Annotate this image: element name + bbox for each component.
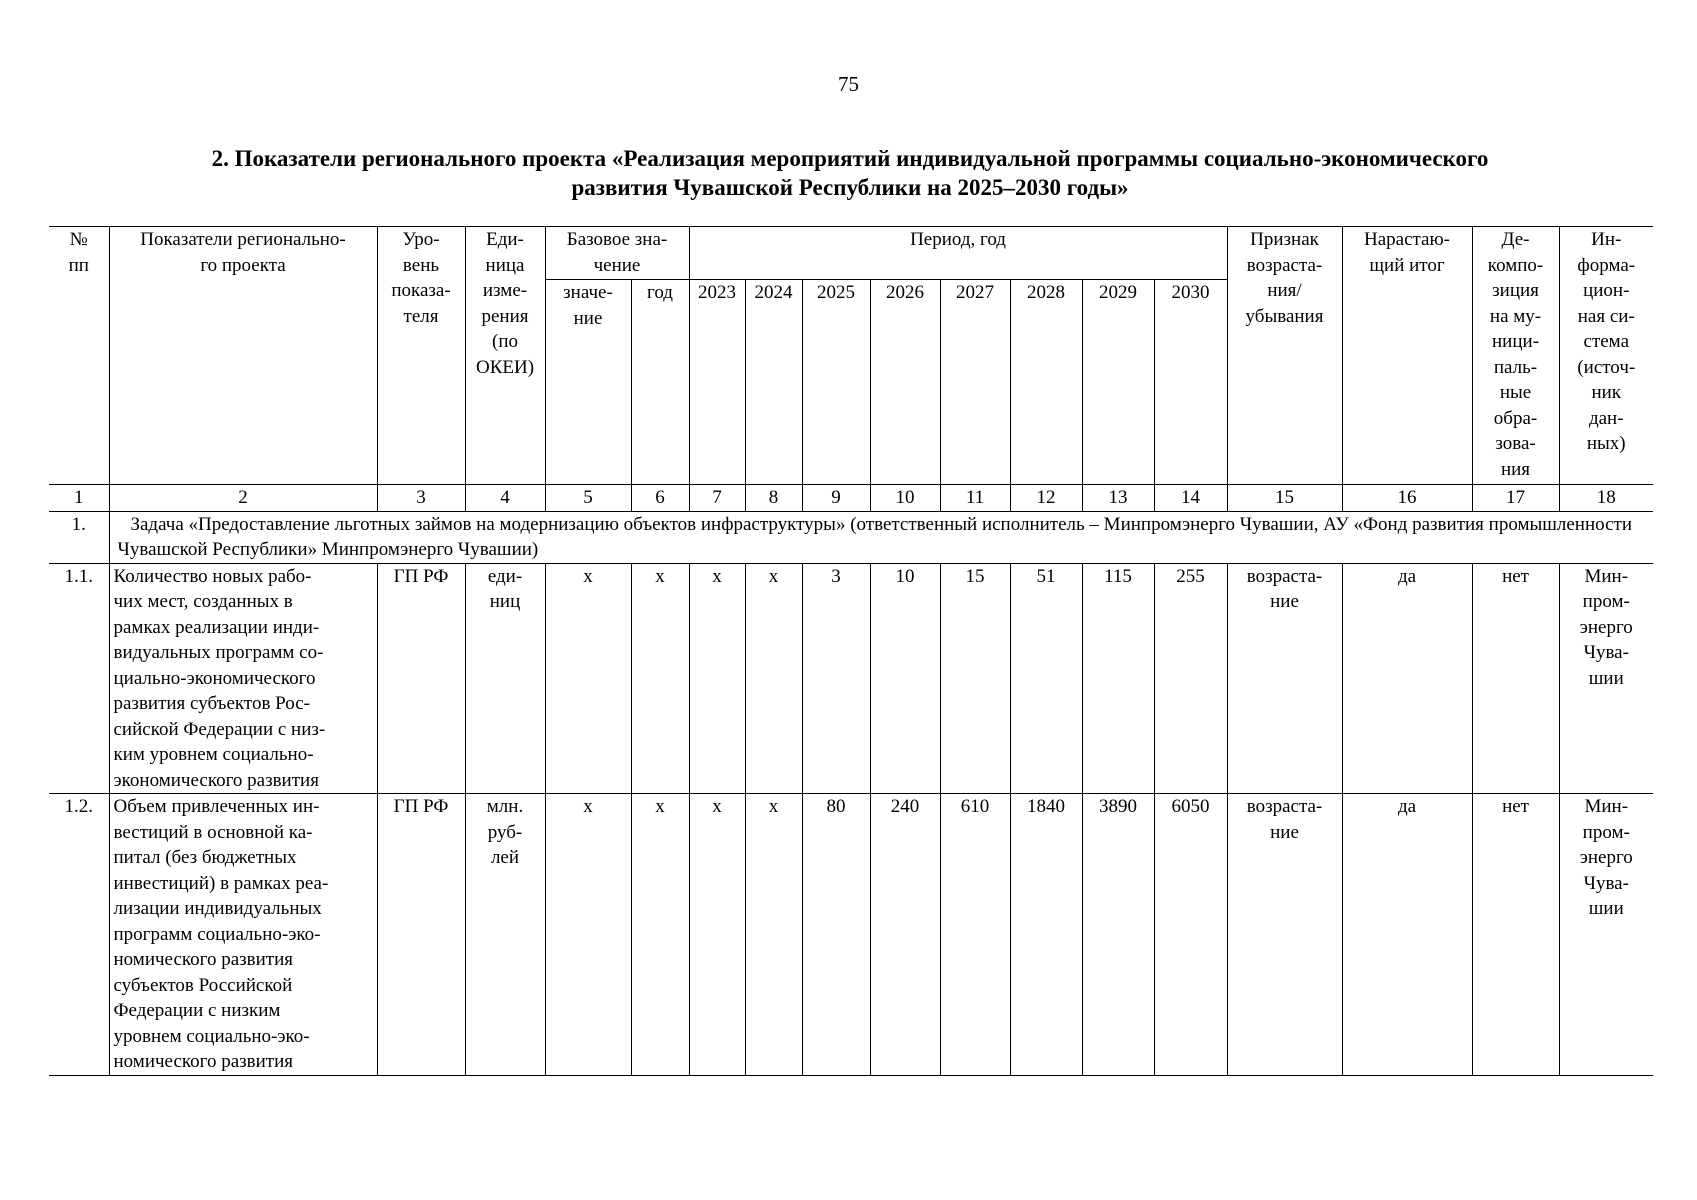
column-number: 3 — [377, 485, 465, 512]
column-number: 8 — [745, 485, 802, 512]
row-level: ГП РФ — [377, 794, 465, 1076]
header-year-2029: 2029 — [1082, 280, 1154, 485]
row-value-2023: x — [689, 563, 745, 794]
row-value-2028: 51 — [1010, 563, 1082, 794]
row-base-year: x — [631, 563, 689, 794]
row-unit: млн. руб- лей — [465, 794, 545, 1076]
task-row — [49, 511, 1653, 563]
column-number: 6 — [631, 485, 689, 512]
header-info-system: Ин- форма- цион- ная си- стема (источ- ник дан- ных) — [1559, 227, 1653, 485]
row-value-2029: 3890 — [1082, 794, 1154, 1076]
indicators-table — [49, 226, 1653, 1076]
row-value-2030: 255 — [1154, 563, 1227, 794]
row-decomposition: нет — [1472, 563, 1559, 794]
task-num: 1. — [49, 511, 109, 563]
document-title — [90, 144, 1610, 202]
row-value-2026: 10 — [870, 563, 940, 794]
table-row — [49, 794, 1653, 1076]
header-base-value: значе- ние — [545, 280, 631, 485]
row-cumulative: да — [1342, 794, 1472, 1076]
header-cumulative: Нарастаю- щий итог — [1342, 227, 1472, 485]
row-level: ГП РФ — [377, 563, 465, 794]
column-number: 12 — [1010, 485, 1082, 512]
row-info-system: Мин- пром- энерго Чува- шии — [1559, 563, 1653, 794]
column-number: 17 — [1472, 485, 1559, 512]
header-year-2028: 2028 — [1010, 280, 1082, 485]
column-number: 4 — [465, 485, 545, 512]
row-value-2024: x — [745, 563, 802, 794]
header-year-2025: 2025 — [802, 280, 870, 485]
column-number-row — [49, 485, 1653, 512]
header-year-2026: 2026 — [870, 280, 940, 485]
row-num: 1.1. — [49, 563, 109, 794]
row-unit: еди- ниц — [465, 563, 545, 794]
header-year-2027: 2027 — [940, 280, 1010, 485]
title-line-1: 2. Показатели регионального проекта «Реализация мероприятий индивидуальной программы социально-экономического — [211, 146, 1489, 171]
row-value-2027: 15 — [940, 563, 1010, 794]
row-value-2023: x — [689, 794, 745, 1076]
row-value-2030: 6050 — [1154, 794, 1227, 1076]
row-value-2028: 1840 — [1010, 794, 1082, 1076]
table-row — [49, 563, 1653, 794]
column-number: 10 — [870, 485, 940, 512]
row-base-year: x — [631, 794, 689, 1076]
page-number: 75 — [838, 72, 859, 96]
row-info-system: Мин- пром- энерго Чува- шии — [1559, 794, 1653, 1076]
row-value-2027: 610 — [940, 794, 1010, 1076]
row-indicator: Количество новых рабо- чих мест, созданных в рамках реализации инди- видуальных программ со- циально-экономического развития субъектов Рос- сийской Федерации с низ- ким уровнем социально- экономического развития — [109, 563, 377, 794]
header-base: Базовое зна- чение — [545, 227, 689, 280]
column-number: 9 — [802, 485, 870, 512]
row-value-2029: 115 — [1082, 563, 1154, 794]
row-cumulative: да — [1342, 563, 1472, 794]
header-year-2024: 2024 — [745, 280, 802, 485]
header-year-2030: 2030 — [1154, 280, 1227, 485]
header-num: № пп — [49, 227, 109, 485]
row-decomposition: нет — [1472, 794, 1559, 1076]
header-trend: Признак возраста- ния/ убывания — [1227, 227, 1342, 485]
column-number: 16 — [1342, 485, 1472, 512]
header-period: Период, год — [689, 227, 1227, 280]
column-number: 11 — [940, 485, 1010, 512]
header-decomposition: Де- компо- зиция на му- ници- паль- ные обра- зова- ния — [1472, 227, 1559, 485]
row-trend: возраста- ние — [1227, 563, 1342, 794]
row-value-2025: 3 — [802, 563, 870, 794]
row-value-2026: 240 — [870, 794, 940, 1076]
header-row-1 — [49, 227, 1653, 280]
title-line-2: развития Чувашской Республики на 2025–2030 годы» — [571, 175, 1129, 200]
row-base-value: x — [545, 794, 631, 1076]
column-number: 1 — [49, 485, 109, 512]
header-unit: Еди- ница изме- рения (по ОКЕИ) — [465, 227, 545, 485]
row-indicator: Объем привлеченных ин- вестиций в основной ка- питал (без бюджетных инвестиций) в рамках реа- лизации индивидуальных программ социально-эко- номического развития субъектов Российской Федерации с низким уровнем социально-эко- номического развития — [109, 794, 377, 1076]
column-number: 13 — [1082, 485, 1154, 512]
column-number: 7 — [689, 485, 745, 512]
column-number: 5 — [545, 485, 631, 512]
row-base-value: x — [545, 563, 631, 794]
header-indicator: Показатели регионально- го проекта — [109, 227, 377, 485]
column-number: 15 — [1227, 485, 1342, 512]
row-value-2024: x — [745, 794, 802, 1076]
task-text: Задача «Предоставление льготных займов на модернизацию объектов инфраструктуры» (ответственный исполнитель – Минпромэнерго Чувашии, АУ «Фонд развития промышленности Чувашской Республики» Минпромэнерго Чувашии) — [109, 511, 1653, 563]
column-number: 14 — [1154, 485, 1227, 512]
row-trend: возраста- ние — [1227, 794, 1342, 1076]
header-base-year: год — [631, 280, 689, 485]
column-number: 18 — [1559, 485, 1653, 512]
header-level: Уро- вень показа- теля — [377, 227, 465, 485]
header-year-2023: 2023 — [689, 280, 745, 485]
column-number: 2 — [109, 485, 377, 512]
row-num: 1.2. — [49, 794, 109, 1076]
row-value-2025: 80 — [802, 794, 870, 1076]
